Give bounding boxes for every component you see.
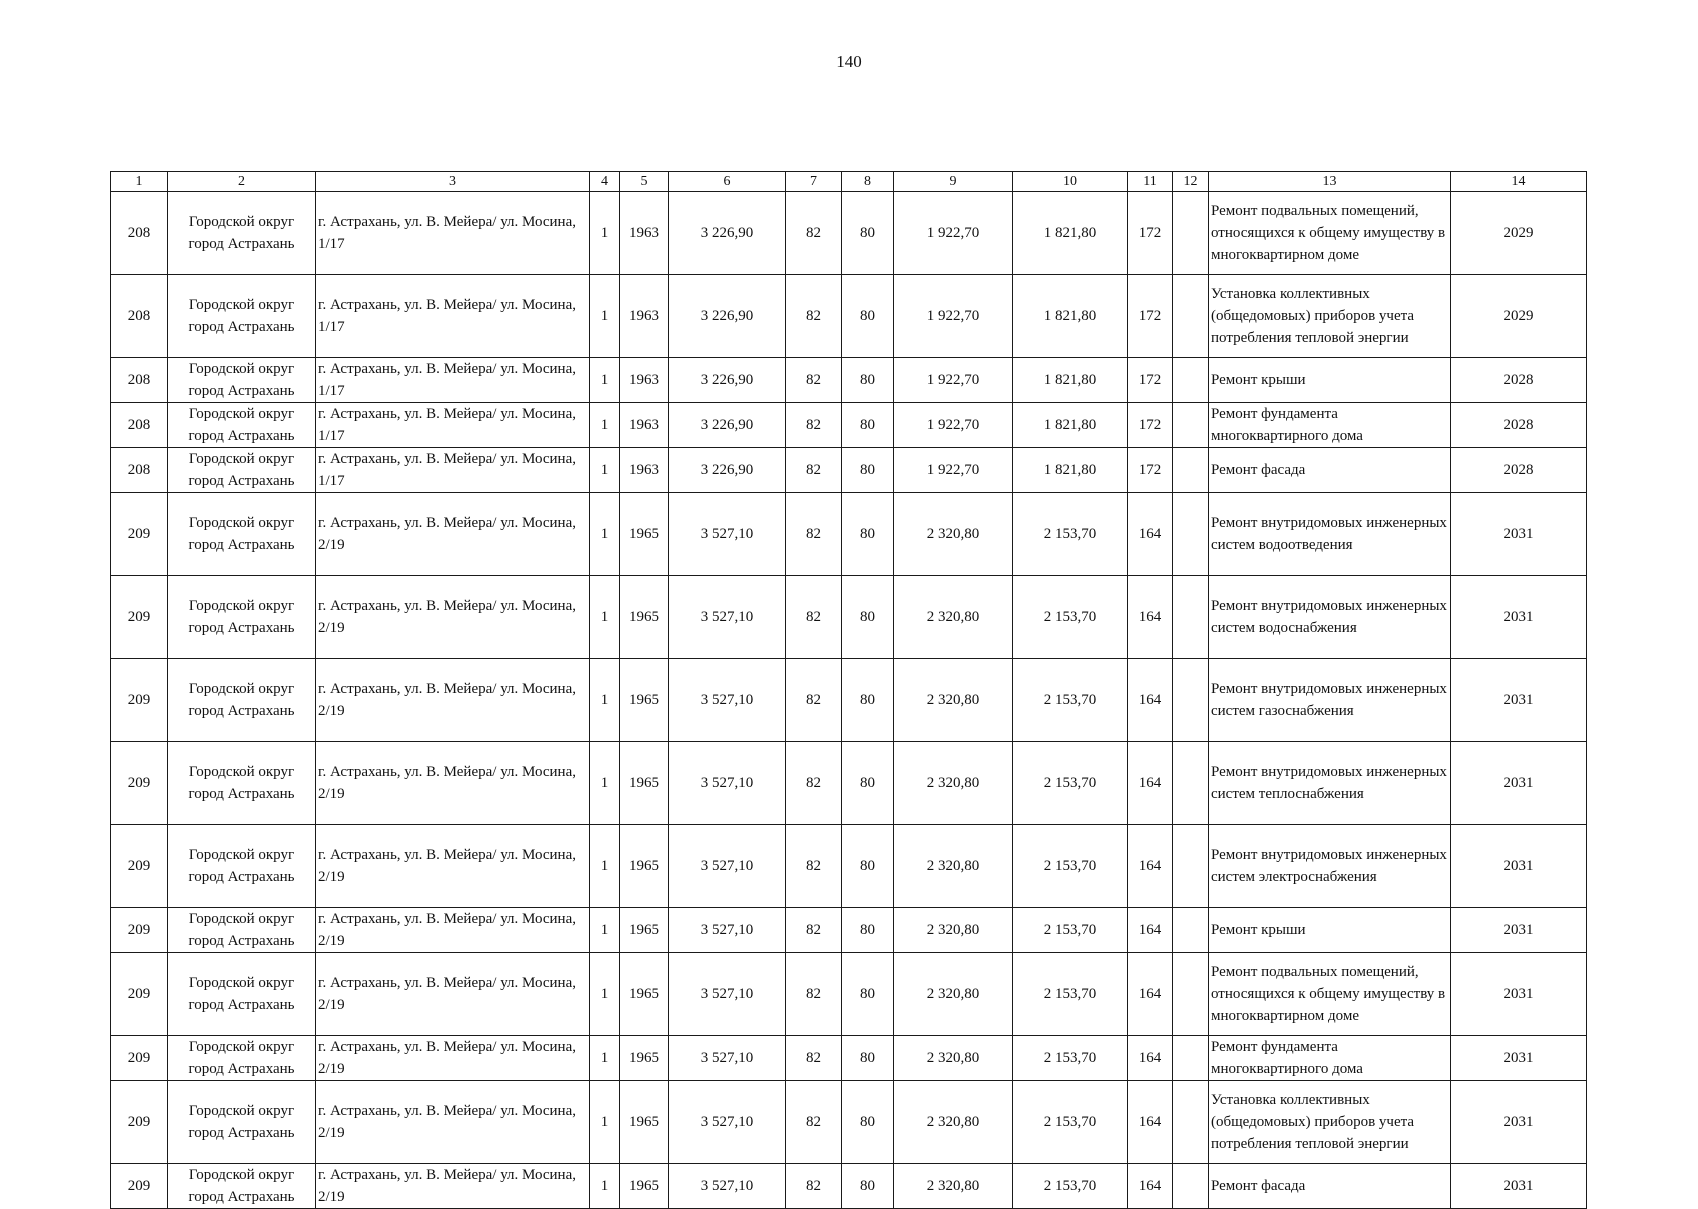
house-number-cell: 209: [111, 493, 168, 576]
municipality-cell: Городской округ город Астрахань: [168, 493, 316, 576]
planned-year-cell: 2028: [1451, 448, 1587, 493]
municipality-cell: Городской округ город Астрахань: [168, 403, 316, 448]
year-cell: 1965: [620, 953, 669, 1036]
col4-cell: 1: [590, 403, 620, 448]
column-number-row: [111, 172, 1587, 192]
year-cell: 1965: [620, 659, 669, 742]
col4-cell: 1: [590, 825, 620, 908]
work-type-cell: Ремонт подвальных помещений, относящихся к общему имуществу в многоквартирном доме: [1209, 192, 1451, 275]
municipality-cell: Городской округ город Астрахань: [168, 908, 316, 953]
house-number-cell: 209: [111, 742, 168, 825]
address-cell: г. Астрахань, ул. В. Мейера/ ул. Мосина, 2/19: [316, 1081, 590, 1164]
col4-cell: 1: [590, 1081, 620, 1164]
col7-cell: 82: [786, 493, 842, 576]
work-type-cell: Ремонт внутридомовых инженерных систем электроснабжения: [1209, 825, 1451, 908]
work-type-cell: Ремонт фундамента многоквартирного дома: [1209, 403, 1451, 448]
area-total-cell: 3 226,90: [669, 192, 786, 275]
area-total-cell: 3 527,10: [669, 1081, 786, 1164]
residents-cell: 172: [1128, 275, 1173, 358]
municipality-cell: Городской округ город Астрахань: [168, 953, 316, 1036]
col12-cell: [1173, 576, 1209, 659]
area-owned-cell: 2 153,70: [1013, 953, 1128, 1036]
col7-cell: 82: [786, 448, 842, 493]
residents-cell: 172: [1128, 358, 1173, 403]
address-cell: г. Астрахань, ул. В. Мейера/ ул. Мосина, 2/19: [316, 659, 590, 742]
area-total-cell: 3 527,10: [669, 953, 786, 1036]
col8-cell: 80: [842, 275, 894, 358]
area-total-cell: 3 527,10: [669, 825, 786, 908]
area-residential-cell: 2 320,80: [894, 493, 1013, 576]
area-residential-cell: 2 320,80: [894, 1164, 1013, 1209]
area-residential-cell: 1 922,70: [894, 403, 1013, 448]
municipality-cell: Городской округ город Астрахань: [168, 358, 316, 403]
col4-cell: 1: [590, 1036, 620, 1081]
house-number-cell: 208: [111, 448, 168, 493]
table-row: [111, 493, 1587, 576]
planned-year-cell: 2031: [1451, 825, 1587, 908]
address-cell: г. Астрахань, ул. В. Мейера/ ул. Мосина, 2/19: [316, 1036, 590, 1081]
address-cell: г. Астрахань, ул. В. Мейера/ ул. Мосина, 2/19: [316, 953, 590, 1036]
area-total-cell: 3 226,90: [669, 448, 786, 493]
area-residential-cell: 2 320,80: [894, 1081, 1013, 1164]
work-type-cell: Ремонт внутридомовых инженерных систем водоснабжения: [1209, 576, 1451, 659]
col12-cell: [1173, 192, 1209, 275]
address-cell: г. Астрахань, ул. В. Мейера/ ул. Мосина, 2/19: [316, 1164, 590, 1209]
residents-cell: 164: [1128, 908, 1173, 953]
area-owned-cell: 1 821,80: [1013, 403, 1128, 448]
area-owned-cell: 2 153,70: [1013, 1036, 1128, 1081]
work-type-cell: Ремонт подвальных помещений, относящихся к общему имуществу в многоквартирном доме: [1209, 953, 1451, 1036]
residents-cell: 172: [1128, 192, 1173, 275]
planned-year-cell: 2031: [1451, 953, 1587, 1036]
planned-year-cell: 2031: [1451, 1081, 1587, 1164]
area-total-cell: 3 226,90: [669, 275, 786, 358]
planned-year-cell: 2029: [1451, 192, 1587, 275]
area-residential-cell: 2 320,80: [894, 1036, 1013, 1081]
planned-year-cell: 2029: [1451, 275, 1587, 358]
area-residential-cell: 2 320,80: [894, 825, 1013, 908]
residents-cell: 164: [1128, 953, 1173, 1036]
col12-cell: [1173, 742, 1209, 825]
planned-year-cell: 2031: [1451, 659, 1587, 742]
house-number-cell: 209: [111, 1036, 168, 1081]
work-type-cell: Ремонт внутридомовых инженерных систем теплоснабжения: [1209, 742, 1451, 825]
table-body: [111, 192, 1587, 1209]
col8-cell: 80: [842, 358, 894, 403]
work-type-cell: Установка коллективных (общедомовых) приборов учета потребления тепловой энергии: [1209, 1081, 1451, 1164]
table-row: [111, 403, 1587, 448]
planned-year-cell: 2031: [1451, 576, 1587, 659]
col12-cell: [1173, 908, 1209, 953]
area-owned-cell: 1 821,80: [1013, 192, 1128, 275]
area-owned-cell: 2 153,70: [1013, 1164, 1128, 1209]
area-total-cell: 3 527,10: [669, 1036, 786, 1081]
work-type-cell: Ремонт фундамента многоквартирного дома: [1209, 1036, 1451, 1081]
house-number-cell: 209: [111, 1164, 168, 1209]
page-number: 140: [836, 52, 862, 71]
address-cell: г. Астрахань, ул. В. Мейера/ ул. Мосина, 1/17: [316, 275, 590, 358]
col7-cell: 82: [786, 403, 842, 448]
municipality-cell: Городской округ город Астрахань: [168, 1164, 316, 1209]
year-cell: 1965: [620, 742, 669, 825]
residents-cell: 164: [1128, 1164, 1173, 1209]
col12-cell: [1173, 448, 1209, 493]
area-total-cell: 3 527,10: [669, 1164, 786, 1209]
col8-cell: 80: [842, 659, 894, 742]
year-cell: 1963: [620, 192, 669, 275]
col12-cell: [1173, 1164, 1209, 1209]
table-row: [111, 358, 1587, 403]
col7-cell: 82: [786, 1081, 842, 1164]
work-type-cell: Ремонт внутридомовых инженерных систем водоотведения: [1209, 493, 1451, 576]
col4-cell: 1: [590, 192, 620, 275]
column-header-12: 12: [1173, 172, 1209, 192]
year-cell: 1963: [620, 403, 669, 448]
year-cell: 1963: [620, 358, 669, 403]
area-residential-cell: 1 922,70: [894, 448, 1013, 493]
area-owned-cell: 2 153,70: [1013, 1081, 1128, 1164]
planned-year-cell: 2031: [1451, 493, 1587, 576]
area-owned-cell: 1 821,80: [1013, 358, 1128, 403]
work-type-cell: Ремонт фасада: [1209, 448, 1451, 493]
year-cell: 1963: [620, 448, 669, 493]
column-header-6: 6: [669, 172, 786, 192]
col4-cell: 1: [590, 742, 620, 825]
address-cell: г. Астрахань, ул. В. Мейера/ ул. Мосина, 2/19: [316, 742, 590, 825]
address-cell: г. Астрахань, ул. В. Мейера/ ул. Мосина, 1/17: [316, 448, 590, 493]
municipality-cell: Городской округ город Астрахань: [168, 192, 316, 275]
table-row: [111, 659, 1587, 742]
address-cell: г. Астрахань, ул. В. Мейера/ ул. Мосина, 2/19: [316, 576, 590, 659]
municipality-cell: Городской округ город Астрахань: [168, 1036, 316, 1081]
col12-cell: [1173, 358, 1209, 403]
residents-cell: 164: [1128, 1036, 1173, 1081]
col8-cell: 80: [842, 403, 894, 448]
col12-cell: [1173, 403, 1209, 448]
col8-cell: 80: [842, 908, 894, 953]
col8-cell: 80: [842, 192, 894, 275]
residents-cell: 164: [1128, 1081, 1173, 1164]
address-cell: г. Астрахань, ул. В. Мейера/ ул. Мосина, 1/17: [316, 403, 590, 448]
col8-cell: 80: [842, 576, 894, 659]
repair-schedule-table: [110, 171, 1587, 1209]
table-row: [111, 908, 1587, 953]
work-type-cell: Ремонт фасада: [1209, 1164, 1451, 1209]
table-row: [111, 825, 1587, 908]
house-number-cell: 208: [111, 403, 168, 448]
col8-cell: 80: [842, 448, 894, 493]
table-row: [111, 1081, 1587, 1164]
column-header-5: 5: [620, 172, 669, 192]
col7-cell: 82: [786, 953, 842, 1036]
year-cell: 1965: [620, 576, 669, 659]
area-residential-cell: 1 922,70: [894, 358, 1013, 403]
table-row: [111, 953, 1587, 1036]
area-residential-cell: 2 320,80: [894, 953, 1013, 1036]
municipality-cell: Городской округ город Астрахань: [168, 275, 316, 358]
col12-cell: [1173, 953, 1209, 1036]
address-cell: г. Астрахань, ул. В. Мейера/ ул. Мосина, 2/19: [316, 493, 590, 576]
col8-cell: 80: [842, 825, 894, 908]
table-row: [111, 275, 1587, 358]
planned-year-cell: 2031: [1451, 908, 1587, 953]
table-row: [111, 448, 1587, 493]
column-header-10: 10: [1013, 172, 1128, 192]
area-residential-cell: 2 320,80: [894, 908, 1013, 953]
area-residential-cell: 1 922,70: [894, 192, 1013, 275]
address-cell: г. Астрахань, ул. В. Мейера/ ул. Мосина, 2/19: [316, 908, 590, 953]
table-row: [111, 1036, 1587, 1081]
column-header-3: 3: [316, 172, 590, 192]
area-owned-cell: 2 153,70: [1013, 742, 1128, 825]
column-header-11: 11: [1128, 172, 1173, 192]
col12-cell: [1173, 825, 1209, 908]
residents-cell: 164: [1128, 825, 1173, 908]
year-cell: 1965: [620, 1164, 669, 1209]
area-owned-cell: 2 153,70: [1013, 908, 1128, 953]
residents-cell: 164: [1128, 659, 1173, 742]
house-number-cell: 208: [111, 358, 168, 403]
col4-cell: 1: [590, 908, 620, 953]
col4-cell: 1: [590, 576, 620, 659]
year-cell: 1965: [620, 1036, 669, 1081]
col4-cell: 1: [590, 659, 620, 742]
column-header-4: 4: [590, 172, 620, 192]
col7-cell: 82: [786, 1164, 842, 1209]
col12-cell: [1173, 275, 1209, 358]
area-owned-cell: 2 153,70: [1013, 576, 1128, 659]
house-number-cell: 209: [111, 659, 168, 742]
col4-cell: 1: [590, 953, 620, 1036]
col8-cell: 80: [842, 742, 894, 825]
area-residential-cell: 1 922,70: [894, 275, 1013, 358]
area-total-cell: 3 226,90: [669, 358, 786, 403]
year-cell: 1965: [620, 908, 669, 953]
col7-cell: 82: [786, 192, 842, 275]
col7-cell: 82: [786, 908, 842, 953]
column-header-9: 9: [894, 172, 1013, 192]
col7-cell: 82: [786, 275, 842, 358]
residents-cell: 172: [1128, 403, 1173, 448]
planned-year-cell: 2031: [1451, 1164, 1587, 1209]
address-cell: г. Астрахань, ул. В. Мейера/ ул. Мосина, 1/17: [316, 358, 590, 403]
house-number-cell: 208: [111, 192, 168, 275]
col4-cell: 1: [590, 1164, 620, 1209]
planned-year-cell: 2031: [1451, 1036, 1587, 1081]
column-header-8: 8: [842, 172, 894, 192]
col4-cell: 1: [590, 448, 620, 493]
planned-year-cell: 2028: [1451, 358, 1587, 403]
work-type-cell: Ремонт внутридомовых инженерных систем газоснабжения: [1209, 659, 1451, 742]
area-total-cell: 3 527,10: [669, 493, 786, 576]
col12-cell: [1173, 659, 1209, 742]
house-number-cell: 209: [111, 953, 168, 1036]
municipality-cell: Городской округ город Астрахань: [168, 825, 316, 908]
column-header-7: 7: [786, 172, 842, 192]
house-number-cell: 209: [111, 908, 168, 953]
col7-cell: 82: [786, 742, 842, 825]
column-header-14: 14: [1451, 172, 1587, 192]
col12-cell: [1173, 1081, 1209, 1164]
residents-cell: 164: [1128, 742, 1173, 825]
col12-cell: [1173, 1036, 1209, 1081]
year-cell: 1965: [620, 493, 669, 576]
col7-cell: 82: [786, 659, 842, 742]
area-residential-cell: 2 320,80: [894, 659, 1013, 742]
planned-year-cell: 2028: [1451, 403, 1587, 448]
area-owned-cell: 2 153,70: [1013, 493, 1128, 576]
municipality-cell: Городской округ город Астрахань: [168, 659, 316, 742]
area-owned-cell: 1 821,80: [1013, 275, 1128, 358]
col8-cell: 80: [842, 1081, 894, 1164]
area-total-cell: 3 527,10: [669, 908, 786, 953]
col7-cell: 82: [786, 1036, 842, 1081]
work-type-cell: Ремонт крыши: [1209, 908, 1451, 953]
year-cell: 1965: [620, 1081, 669, 1164]
house-number-cell: 209: [111, 1081, 168, 1164]
col7-cell: 82: [786, 576, 842, 659]
residents-cell: 164: [1128, 493, 1173, 576]
column-header-1: 1: [111, 172, 168, 192]
area-total-cell: 3 527,10: [669, 742, 786, 825]
col8-cell: 80: [842, 1036, 894, 1081]
residents-cell: 164: [1128, 576, 1173, 659]
col12-cell: [1173, 493, 1209, 576]
col8-cell: 80: [842, 493, 894, 576]
house-number-cell: 209: [111, 576, 168, 659]
house-number-cell: 208: [111, 275, 168, 358]
table-row: [111, 192, 1587, 275]
planned-year-cell: 2031: [1451, 742, 1587, 825]
area-residential-cell: 2 320,80: [894, 742, 1013, 825]
table-row: [111, 742, 1587, 825]
work-type-cell: Установка коллективных (общедомовых) приборов учета потребления тепловой энергии: [1209, 275, 1451, 358]
area-total-cell: 3 226,90: [669, 403, 786, 448]
area-residential-cell: 2 320,80: [894, 576, 1013, 659]
area-owned-cell: 2 153,70: [1013, 659, 1128, 742]
col8-cell: 80: [842, 1164, 894, 1209]
table-row: [111, 576, 1587, 659]
table-row: [111, 1164, 1587, 1209]
residents-cell: 172: [1128, 448, 1173, 493]
year-cell: 1963: [620, 275, 669, 358]
area-total-cell: 3 527,10: [669, 576, 786, 659]
col4-cell: 1: [590, 493, 620, 576]
municipality-cell: Городской округ город Астрахань: [168, 448, 316, 493]
col4-cell: 1: [590, 275, 620, 358]
column-header-13: 13: [1209, 172, 1451, 192]
municipality-cell: Городской округ город Астрахань: [168, 742, 316, 825]
col4-cell: 1: [590, 358, 620, 403]
col7-cell: 82: [786, 825, 842, 908]
address-cell: г. Астрахань, ул. В. Мейера/ ул. Мосина, 1/17: [316, 192, 590, 275]
table-header: [111, 172, 1587, 192]
year-cell: 1965: [620, 825, 669, 908]
house-number-cell: 209: [111, 825, 168, 908]
municipality-cell: Городской округ город Астрахань: [168, 576, 316, 659]
area-total-cell: 3 527,10: [669, 659, 786, 742]
column-header-2: 2: [168, 172, 316, 192]
area-owned-cell: 1 821,80: [1013, 448, 1128, 493]
col7-cell: 82: [786, 358, 842, 403]
area-owned-cell: 2 153,70: [1013, 825, 1128, 908]
work-type-cell: Ремонт крыши: [1209, 358, 1451, 403]
address-cell: г. Астрахань, ул. В. Мейера/ ул. Мосина, 2/19: [316, 825, 590, 908]
municipality-cell: Городской округ город Астрахань: [168, 1081, 316, 1164]
col8-cell: 80: [842, 953, 894, 1036]
